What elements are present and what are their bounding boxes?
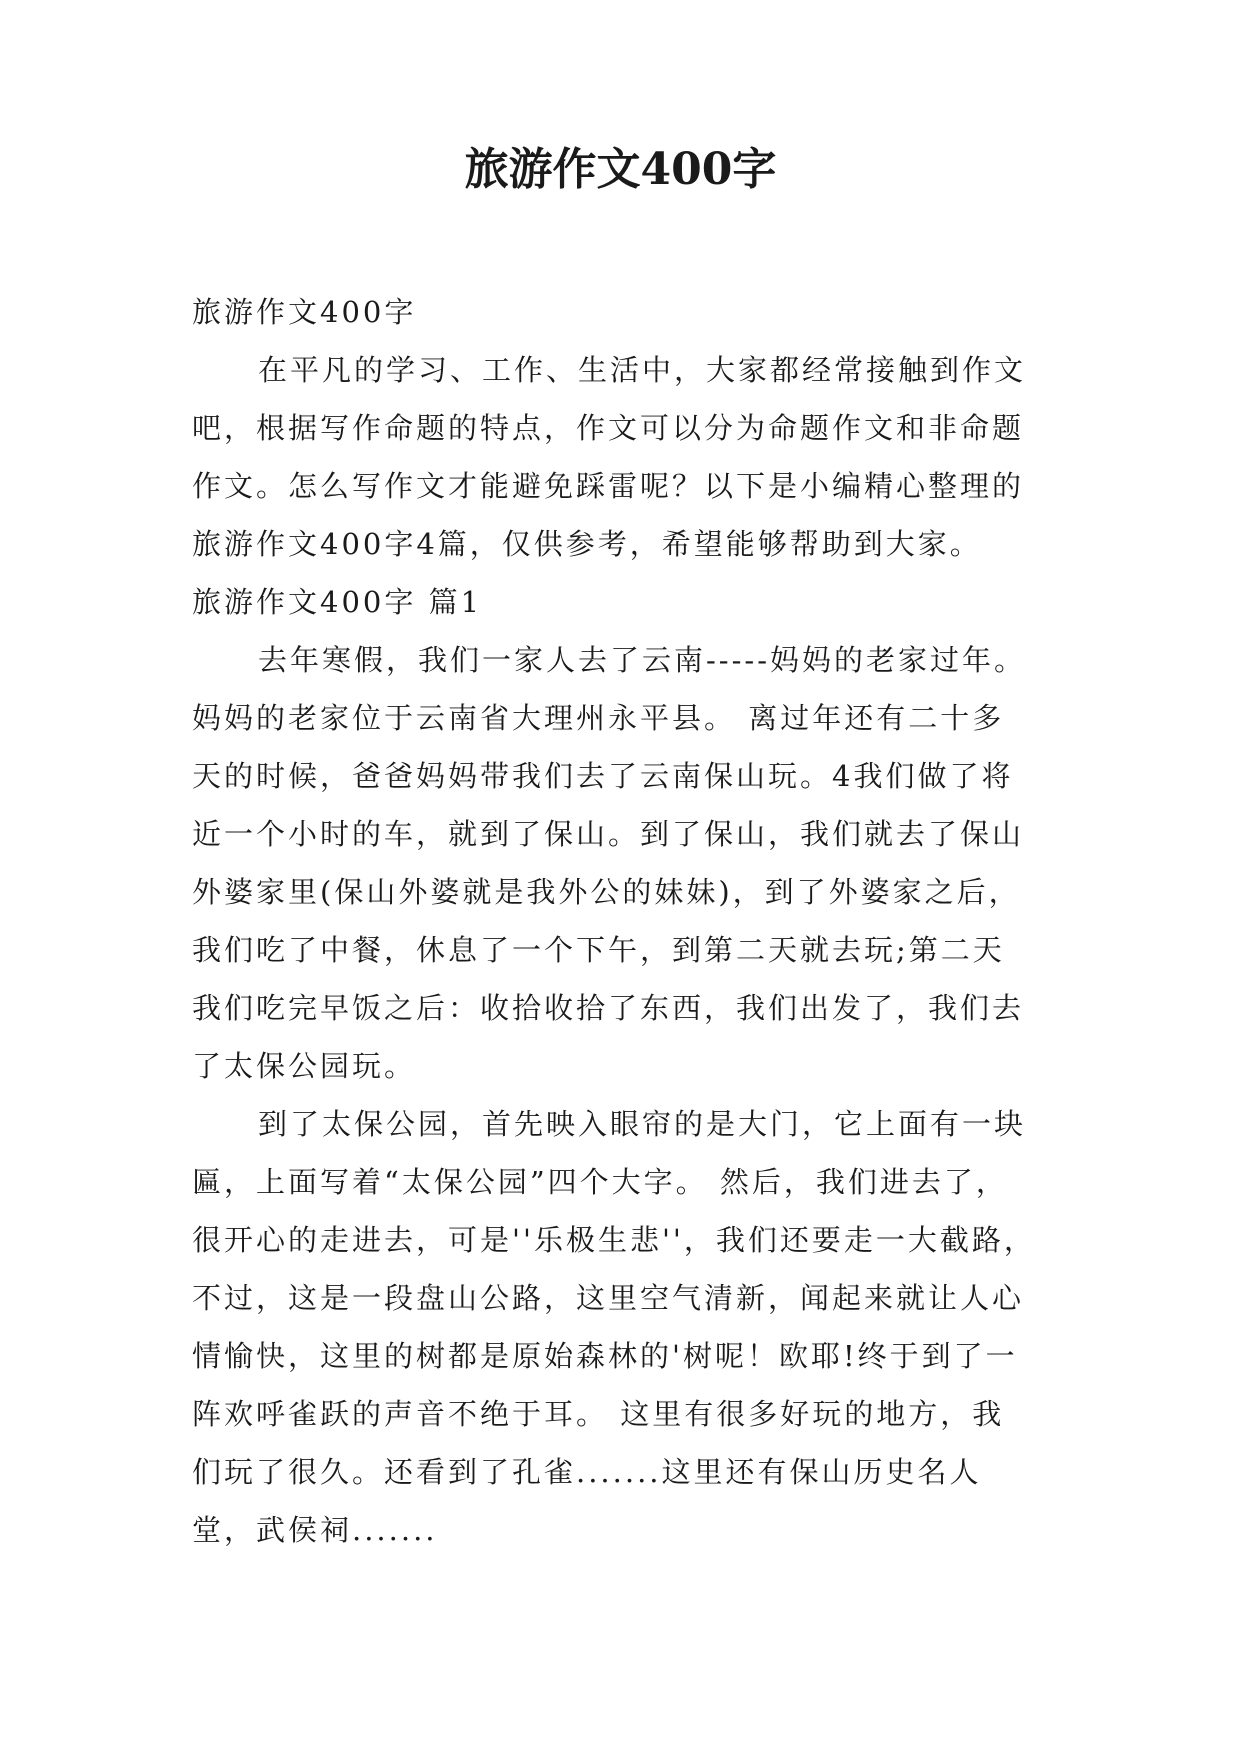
text-line: 旅游作文400字 [192, 295, 417, 329]
text-line: 在平凡的学习、工作、生活中，大家都经常接触到作文 [258, 353, 1027, 387]
text-line: 旅游作文400字4篇，仅供参考，希望能够帮助到大家。 [192, 527, 982, 561]
text-line: 了太保公园玩。 [192, 1049, 417, 1083]
text-line: 我们吃了中餐，休息了一个下午，到第二天就去玩;第二天 [192, 933, 1005, 967]
text-line: 吧，根据写作命题的特点，作文可以分为命题作文和非命题 [192, 411, 1025, 445]
text-line: 外婆家里(保山外婆就是我外公的妹妹)，到了外婆家之后， [192, 875, 1021, 909]
text-line: 妈妈的老家位于云南省大理州永平县。 离过年还有二十多 [192, 701, 1005, 735]
text-line: 匾，上面写着“太保公园”四个大字。 然后，我们进去了， [192, 1165, 1008, 1199]
text-line: 堂，武侯祠....... [192, 1513, 438, 1547]
text-line: 去年寒假，我们一家人去了云南-----妈妈的老家过年。 [258, 643, 1026, 677]
text-line: 情愉快，这里的树都是原始森林的'树呢！欧耶!终于到了一 [192, 1339, 1018, 1373]
text-line: 作文。怎么写作文才能避免踩雷呢？以下是小编精心整理的 [192, 469, 1025, 503]
text-line: 旅游作文400字 篇1 [192, 585, 483, 619]
text-line: 到了太保公园，首先映入眼帘的是大门，它上面有一块 [258, 1107, 1027, 1141]
document-body [192, 283, 1072, 1559]
text-line: 们玩了很久。还看到了孔雀.......这里还有保山历史名人 [192, 1455, 982, 1489]
text-line: 天的时候，爸爸妈妈带我们去了云南保山玩。4我们做了将 [192, 759, 1014, 793]
text-line: 很开心的走进去，可是''乐极生悲''，我们还要走一大截路， [192, 1223, 1036, 1257]
text-line: 阵欢呼雀跃的声音不绝于耳。 这里有很多好玩的地方，我 [192, 1397, 1005, 1431]
document-title: 旅游作文400字 [464, 144, 777, 195]
text-line: 不过，这是一段盘山公路，这里空气清新，闻起来就让人心 [192, 1281, 1025, 1315]
text-line: 我们吃完早饭之后：收拾收拾了东西，我们出发了，我们去 [192, 991, 1025, 1025]
text-line: 近一个小时的车，就到了保山。到了保山，我们就去了保山 [192, 817, 1025, 851]
